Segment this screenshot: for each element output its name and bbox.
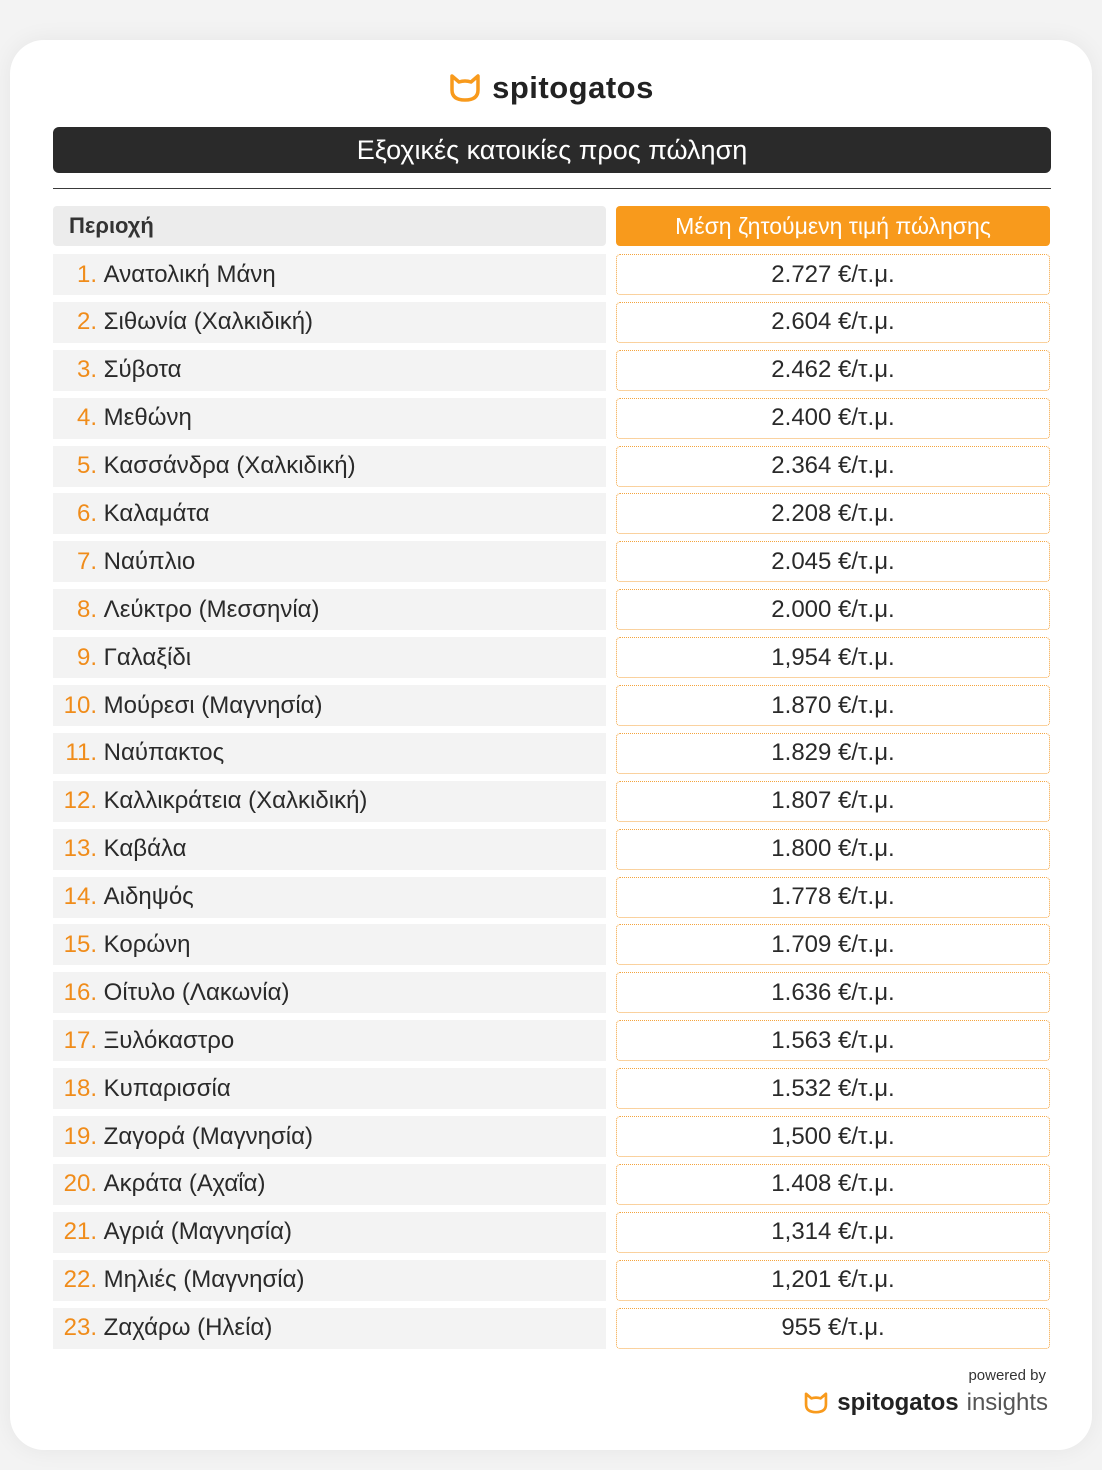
region-cell xyxy=(53,1020,606,1061)
region-name: Λεύκτρο (Μεσσηνία) xyxy=(103,595,320,623)
table-body xyxy=(53,254,1051,1355)
table-row xyxy=(53,972,1051,1020)
table-row xyxy=(53,1116,1051,1164)
column-header-region: Περιοχή xyxy=(53,206,606,246)
rank-number: 14. xyxy=(63,883,97,911)
region-name: Ναύπλιο xyxy=(103,547,196,575)
price-cell: 1.800 €/τ.μ. xyxy=(616,829,1050,870)
rank-number: 9. xyxy=(76,643,97,671)
table-row xyxy=(53,877,1051,925)
price-cell: 1.563 €/τ.μ. xyxy=(616,1020,1050,1061)
price-cell: 2.000 €/τ.μ. xyxy=(616,589,1050,630)
price-cell: 1,201 €/τ.μ. xyxy=(616,1260,1050,1301)
region-name: Ζαχάρω (Ηλεία) xyxy=(103,1314,273,1342)
price-cell: 955 €/τ.μ. xyxy=(616,1308,1050,1349)
table-row xyxy=(53,589,1051,637)
region-name: Ναύπακτος xyxy=(103,739,225,767)
region-cell xyxy=(53,1308,606,1349)
price-cell: 2.604 €/τ.μ. xyxy=(616,302,1050,343)
region-name: Κασσάνδρα (Χαλκιδική) xyxy=(103,452,356,480)
rank-number: 22. xyxy=(63,1266,97,1294)
region-cell xyxy=(53,1068,606,1109)
region-cell xyxy=(53,350,606,391)
region-name: Μούρεσι (Μαγνησία) xyxy=(103,691,323,719)
price-cell: 1,500 €/τ.μ. xyxy=(616,1116,1050,1157)
cat-head-icon xyxy=(448,73,482,103)
region-name: Καβάλα xyxy=(103,835,187,863)
rank-number: 18. xyxy=(63,1074,97,1102)
rank-number: 8. xyxy=(76,595,97,623)
table-row xyxy=(53,541,1051,589)
column-header-price: Μέση ζητούμενη τιμή πώλησης xyxy=(616,206,1050,246)
table-row xyxy=(53,829,1051,877)
page-title: Εξοχικές κατοικίες προς πώληση xyxy=(53,127,1051,173)
table-row xyxy=(53,924,1051,972)
table-row xyxy=(53,1260,1051,1308)
price-cell: 2.208 €/τ.μ. xyxy=(616,493,1050,534)
region-cell xyxy=(53,541,606,582)
table-row xyxy=(53,1164,1051,1212)
rank-number: 2. xyxy=(76,308,97,336)
region-name: Σύβοτα xyxy=(103,356,182,384)
rank-number: 4. xyxy=(76,404,97,432)
footer-brand: spitogatos xyxy=(837,1389,959,1416)
region-name: Σιθωνία (Χαλκιδική) xyxy=(103,308,314,336)
rank-number: 15. xyxy=(63,930,97,958)
price-cell: 2.364 €/τ.μ. xyxy=(616,446,1050,487)
price-cell: 1.532 €/τ.μ. xyxy=(616,1068,1050,1109)
region-name: Αγριά (Μαγνησία) xyxy=(103,1218,292,1246)
region-name: Καλλικράτεια (Χαλκιδική) xyxy=(103,787,368,815)
price-cell: 2.045 €/τ.μ. xyxy=(616,541,1050,582)
region-cell xyxy=(53,1260,606,1301)
rank-number: 21. xyxy=(63,1218,97,1246)
price-cell: 1,954 €/τ.μ. xyxy=(616,637,1050,678)
price-cell: 1.636 €/τ.μ. xyxy=(616,972,1050,1013)
rank-number: 11. xyxy=(65,739,97,767)
region-name: Ανατολική Μάνη xyxy=(103,260,276,288)
region-cell xyxy=(53,589,606,630)
region-cell xyxy=(53,972,606,1013)
rank-number: 17. xyxy=(63,1026,97,1054)
region-cell xyxy=(53,924,606,965)
rank-number: 7. xyxy=(76,547,97,575)
region-name: Μηλιές (Μαγνησία) xyxy=(103,1266,305,1294)
table-row xyxy=(53,446,1051,494)
region-cell xyxy=(53,877,606,918)
region-cell xyxy=(53,829,606,870)
region-name: Γαλαξίδι xyxy=(103,643,192,671)
brand-logo xyxy=(0,70,1102,106)
region-cell xyxy=(53,254,606,295)
region-cell xyxy=(53,781,606,822)
region-cell xyxy=(53,685,606,726)
price-cell: 2.727 €/τ.μ. xyxy=(616,254,1050,295)
rank-number: 10. xyxy=(63,691,97,719)
table-row xyxy=(53,350,1051,398)
rank-number: 12. xyxy=(63,787,97,815)
rank-number: 23. xyxy=(63,1314,97,1342)
region-name: Ζαγορά (Μαγνησία) xyxy=(103,1122,313,1150)
region-name: Αιδηψός xyxy=(103,883,194,911)
rank-number: 5. xyxy=(76,452,97,480)
rank-number: 1. xyxy=(76,260,97,288)
rank-number: 13. xyxy=(63,835,97,863)
divider xyxy=(53,188,1051,189)
region-name: Μεθώνη xyxy=(103,404,192,432)
table-row xyxy=(53,254,1051,302)
footer-product: insights xyxy=(966,1389,1048,1416)
rank-number: 19. xyxy=(63,1122,97,1150)
region-cell xyxy=(53,1116,606,1157)
region-cell xyxy=(53,302,606,343)
brand-name: spitogatos xyxy=(492,70,654,105)
region-name: Κυπαρισσία xyxy=(103,1074,231,1102)
region-cell xyxy=(53,446,606,487)
region-cell xyxy=(53,1164,606,1205)
table-row xyxy=(53,733,1051,781)
table-row xyxy=(53,1212,1051,1260)
table-row xyxy=(53,398,1051,446)
table-row xyxy=(53,302,1051,350)
region-cell xyxy=(53,733,606,774)
region-name: Ακράτα (Αχαΐα) xyxy=(103,1170,266,1198)
price-cell: 2.462 €/τ.μ. xyxy=(616,350,1050,391)
region-cell xyxy=(53,637,606,678)
region-name: Ξυλόκαστρο xyxy=(103,1026,235,1054)
region-name: Οίτυλο (Λακωνία) xyxy=(103,978,290,1006)
price-cell: 1.870 €/τ.μ. xyxy=(616,685,1050,726)
table-row xyxy=(53,637,1051,685)
rank-number: 6. xyxy=(76,499,97,527)
table-row xyxy=(53,1068,1051,1116)
rank-number: 20. xyxy=(63,1170,97,1198)
region-name: Κορώνη xyxy=(103,930,191,958)
table-row xyxy=(53,685,1051,733)
rank-number: 16. xyxy=(63,978,97,1006)
price-cell: 1.829 €/τ.μ. xyxy=(616,733,1050,774)
price-cell: 2.400 €/τ.μ. xyxy=(616,398,1050,439)
footer-logo xyxy=(803,1389,1048,1417)
price-cell: 1.408 €/τ.μ. xyxy=(616,1164,1050,1205)
table-row xyxy=(53,1308,1051,1356)
table-row xyxy=(53,493,1051,541)
price-cell: 1.778 €/τ.μ. xyxy=(616,877,1050,918)
region-name: Καλαμάτα xyxy=(103,499,210,527)
table-row xyxy=(53,1020,1051,1068)
rank-number: 3. xyxy=(76,356,97,384)
price-cell: 1,314 €/τ.μ. xyxy=(616,1212,1050,1253)
price-cell: 1.709 €/τ.μ. xyxy=(616,924,1050,965)
region-cell xyxy=(53,398,606,439)
cat-head-icon xyxy=(803,1391,829,1415)
region-cell xyxy=(53,1212,606,1253)
powered-by-label: powered by xyxy=(968,1367,1046,1384)
price-cell: 1.807 €/τ.μ. xyxy=(616,781,1050,822)
region-cell xyxy=(53,493,606,534)
table-row xyxy=(53,781,1051,829)
